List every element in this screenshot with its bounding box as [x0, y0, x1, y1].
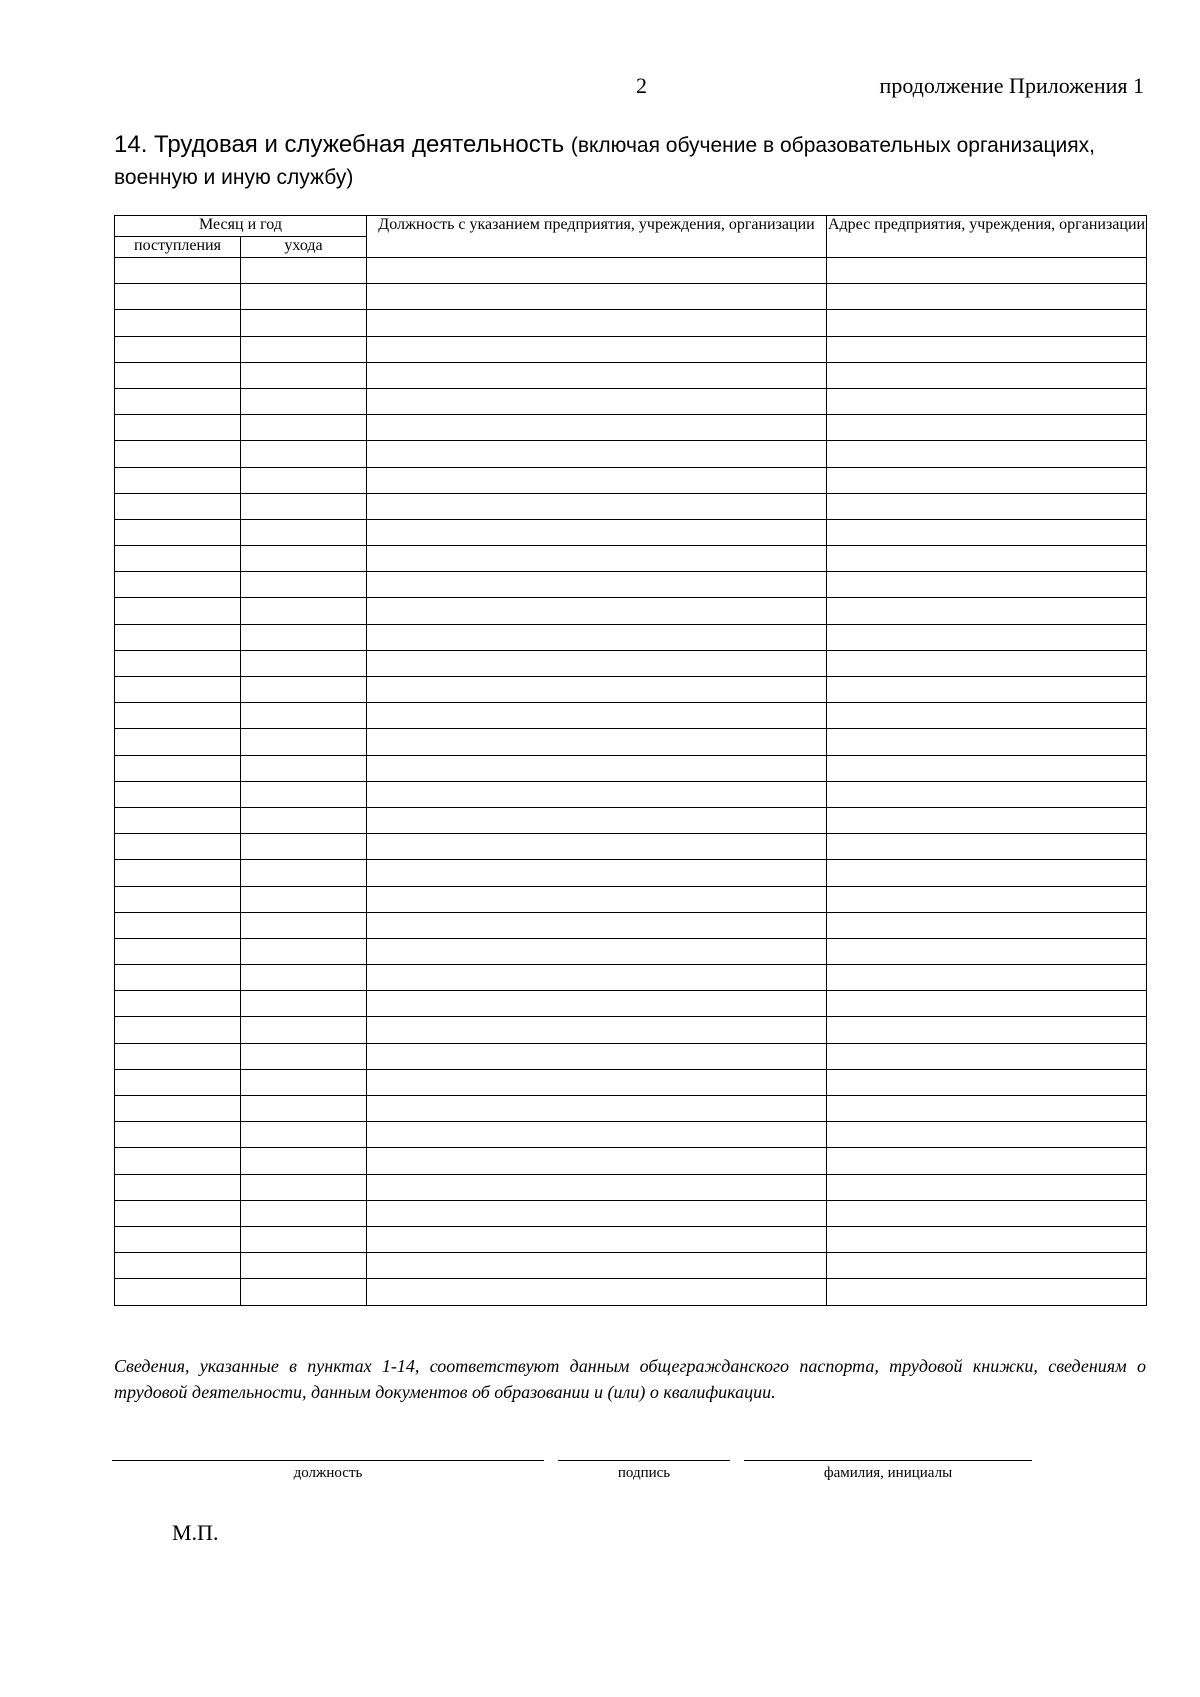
start-cell[interactable]: [115, 703, 241, 729]
address-cell[interactable]: [827, 755, 1147, 781]
start-cell[interactable]: [115, 729, 241, 755]
signature-line[interactable]: [558, 1460, 730, 1461]
table-row: [115, 729, 1147, 755]
page-number: 2: [636, 73, 647, 98]
table-row: [115, 781, 1147, 807]
position-cell[interactable]: [367, 284, 827, 310]
start-cell[interactable]: [115, 441, 241, 467]
table-row: [115, 546, 1147, 572]
position-cell[interactable]: [367, 493, 827, 519]
table-row: [115, 519, 1147, 545]
start-cell[interactable]: [115, 572, 241, 598]
signature-label: подпись: [617, 1465, 671, 1481]
position-cell[interactable]: [367, 415, 827, 441]
start-cell[interactable]: [115, 938, 241, 964]
position-cell[interactable]: [367, 1226, 827, 1252]
position-cell[interactable]: [367, 834, 827, 860]
start-cell[interactable]: [115, 467, 241, 493]
table-row: [115, 415, 1147, 441]
start-cell[interactable]: [115, 388, 241, 414]
position-line[interactable]: [112, 1460, 544, 1461]
end-header: ухода: [241, 237, 367, 258]
start-cell[interactable]: [115, 1253, 241, 1279]
month-year-header: Месяц и год: [115, 216, 367, 237]
start-cell[interactable]: [115, 1017, 241, 1043]
start-cell[interactable]: [115, 598, 241, 624]
certification-note: Сведения, указанные в пунктах 1-14, соответствуют данным общегражданского паспорта, трудовой книжки, сведениям о трудовой деятельности, данным документов об образовании и (или) о квалификации.: [114, 1356, 1146, 1402]
position-cell[interactable]: [367, 1174, 827, 1200]
position-cell[interactable]: [367, 755, 827, 781]
end-cell[interactable]: [241, 310, 367, 336]
end-cell[interactable]: [241, 650, 367, 676]
table-row: [115, 991, 1147, 1017]
table-row: [115, 310, 1147, 336]
position-cell[interactable]: [367, 965, 827, 991]
position-cell[interactable]: [367, 388, 827, 414]
position-cell[interactable]: [367, 703, 827, 729]
end-cell[interactable]: [241, 598, 367, 624]
end-cell[interactable]: [241, 441, 367, 467]
start-cell[interactable]: [115, 886, 241, 912]
start-header: поступления: [115, 237, 241, 258]
address-cell[interactable]: [827, 1043, 1147, 1069]
start-cell[interactable]: [115, 493, 241, 519]
end-cell[interactable]: [241, 1096, 367, 1122]
end-cell[interactable]: [241, 493, 367, 519]
address-cell[interactable]: [827, 729, 1147, 755]
table-row: [115, 624, 1147, 650]
position-cell[interactable]: [367, 729, 827, 755]
start-cell[interactable]: [115, 1043, 241, 1069]
address-cell[interactable]: [827, 965, 1147, 991]
table-row: [115, 1017, 1147, 1043]
start-cell[interactable]: [115, 991, 241, 1017]
end-cell[interactable]: [241, 519, 367, 545]
position-cell[interactable]: [367, 650, 827, 676]
table-row: [115, 1043, 1147, 1069]
address-cell[interactable]: [827, 493, 1147, 519]
address-cell[interactable]: [827, 624, 1147, 650]
start-cell[interactable]: [115, 258, 241, 284]
position-cell[interactable]: [367, 1096, 827, 1122]
start-cell[interactable]: [115, 310, 241, 336]
end-cell[interactable]: [241, 258, 367, 284]
position-cell[interactable]: [367, 938, 827, 964]
address-cell[interactable]: [827, 860, 1147, 886]
position-cell[interactable]: [367, 336, 827, 362]
table-row: [115, 912, 1147, 938]
work-history-table: [114, 215, 1147, 1306]
address-cell[interactable]: [827, 1096, 1147, 1122]
address-cell[interactable]: [827, 1069, 1147, 1095]
start-cell[interactable]: [115, 650, 241, 676]
position-cell[interactable]: [367, 1069, 827, 1095]
start-cell[interactable]: [115, 807, 241, 833]
address-cell[interactable]: [827, 1226, 1147, 1252]
table-row: [115, 965, 1147, 991]
position-cell[interactable]: [367, 1279, 827, 1305]
table-row: [115, 703, 1147, 729]
end-cell[interactable]: [241, 912, 367, 938]
address-cell[interactable]: [827, 1174, 1147, 1200]
end-cell[interactable]: [241, 1253, 367, 1279]
start-cell[interactable]: [115, 624, 241, 650]
start-cell[interactable]: [115, 860, 241, 886]
table-row: [115, 598, 1147, 624]
address-cell[interactable]: [827, 1017, 1147, 1043]
end-cell[interactable]: [241, 729, 367, 755]
address-header: Адрес предприятия, учреждения, организации: [827, 216, 1147, 258]
table-row: [115, 493, 1147, 519]
start-cell[interactable]: [115, 755, 241, 781]
table-row: [115, 650, 1147, 676]
end-cell[interactable]: [241, 1200, 367, 1226]
start-cell[interactable]: [115, 1096, 241, 1122]
table-row: [115, 807, 1147, 833]
table-row: [115, 834, 1147, 860]
end-cell[interactable]: [241, 677, 367, 703]
table-row: [115, 467, 1147, 493]
address-cell[interactable]: [827, 546, 1147, 572]
table-row: [115, 572, 1147, 598]
address-cell[interactable]: [827, 703, 1147, 729]
address-cell[interactable]: [827, 362, 1147, 388]
address-cell[interactable]: [827, 572, 1147, 598]
table-row: [115, 284, 1147, 310]
position-cell[interactable]: [367, 441, 827, 467]
table-row: [115, 886, 1147, 912]
table-row: [115, 1279, 1147, 1305]
address-cell[interactable]: [827, 467, 1147, 493]
table-row: [115, 1200, 1147, 1226]
start-cell[interactable]: [115, 336, 241, 362]
start-cell[interactable]: [115, 965, 241, 991]
start-cell[interactable]: [115, 519, 241, 545]
position-cell[interactable]: [367, 886, 827, 912]
table-row: [115, 1069, 1147, 1095]
address-cell[interactable]: [827, 886, 1147, 912]
end-cell[interactable]: [241, 991, 367, 1017]
end-cell[interactable]: [241, 284, 367, 310]
address-cell[interactable]: [827, 519, 1147, 545]
end-cell[interactable]: [241, 781, 367, 807]
position-cell[interactable]: [367, 912, 827, 938]
address-cell[interactable]: [827, 677, 1147, 703]
position-cell[interactable]: [367, 362, 827, 388]
position-header: Должность с указанием предприятия, учреждения, организации: [367, 216, 827, 258]
address-cell[interactable]: [827, 598, 1147, 624]
table-row: [115, 336, 1147, 362]
section-title: 14. Трудовая и служебная деятельность: [114, 131, 565, 158]
address-cell[interactable]: [827, 807, 1147, 833]
end-cell[interactable]: [241, 362, 367, 388]
position-cell[interactable]: [367, 624, 827, 650]
start-cell[interactable]: [115, 677, 241, 703]
start-cell[interactable]: [115, 834, 241, 860]
start-cell[interactable]: [115, 912, 241, 938]
name-label: фамилия, инициалы: [823, 1465, 953, 1481]
position-cell[interactable]: [367, 860, 827, 886]
position-cell[interactable]: [367, 598, 827, 624]
address-cell[interactable]: [827, 991, 1147, 1017]
table-row: [115, 938, 1147, 964]
end-cell[interactable]: [241, 1122, 367, 1148]
position-cell[interactable]: [367, 1122, 827, 1148]
end-cell[interactable]: [241, 415, 367, 441]
table-body: [115, 258, 1147, 1306]
table-row: [115, 441, 1147, 467]
start-cell[interactable]: [115, 1226, 241, 1252]
end-cell[interactable]: [241, 1069, 367, 1095]
stamp-place: М.П.: [172, 1520, 219, 1545]
end-cell[interactable]: [241, 336, 367, 362]
position-cell[interactable]: [367, 781, 827, 807]
start-cell[interactable]: [115, 1122, 241, 1148]
position-cell[interactable]: [367, 1017, 827, 1043]
name-line[interactable]: [744, 1460, 1032, 1461]
position-cell[interactable]: [367, 677, 827, 703]
start-cell[interactable]: [115, 781, 241, 807]
table-row: [115, 755, 1147, 781]
end-cell[interactable]: [241, 546, 367, 572]
start-cell[interactable]: [115, 1069, 241, 1095]
appendix-note: продолжение Приложения 1: [879, 73, 1144, 98]
address-cell[interactable]: [827, 1200, 1147, 1226]
section-heading: [114, 129, 1154, 193]
address-cell[interactable]: [827, 258, 1147, 284]
address-cell[interactable]: [827, 912, 1147, 938]
address-cell[interactable]: [827, 336, 1147, 362]
position-cell[interactable]: [367, 572, 827, 598]
table-row: [115, 1253, 1147, 1279]
address-cell[interactable]: [827, 1122, 1147, 1148]
position-cell[interactable]: [367, 1200, 827, 1226]
end-cell[interactable]: [241, 388, 367, 414]
table-row: [115, 1122, 1147, 1148]
section-subtitle: (включая обучение в образовательных организациях, военную и иную службу): [114, 134, 1095, 189]
address-cell[interactable]: [827, 1148, 1147, 1174]
end-cell[interactable]: [241, 467, 367, 493]
table-row: [115, 1096, 1147, 1122]
table-row: [115, 388, 1147, 414]
end-cell[interactable]: [241, 703, 367, 729]
address-cell[interactable]: [827, 1279, 1147, 1305]
start-cell[interactable]: [115, 284, 241, 310]
position-cell[interactable]: [367, 310, 827, 336]
address-cell[interactable]: [827, 415, 1147, 441]
table-row: [115, 362, 1147, 388]
address-cell[interactable]: [827, 284, 1147, 310]
end-cell[interactable]: [241, 1174, 367, 1200]
end-cell[interactable]: [241, 1148, 367, 1174]
address-cell[interactable]: [827, 834, 1147, 860]
table-row: [115, 1226, 1147, 1252]
end-cell[interactable]: [241, 1226, 367, 1252]
position-cell[interactable]: [367, 807, 827, 833]
end-cell[interactable]: [241, 624, 367, 650]
address-cell[interactable]: [827, 310, 1147, 336]
start-cell[interactable]: [115, 1148, 241, 1174]
end-cell[interactable]: [241, 1017, 367, 1043]
start-cell[interactable]: [115, 1174, 241, 1200]
address-cell[interactable]: [827, 441, 1147, 467]
table-row: [115, 1174, 1147, 1200]
position-cell[interactable]: [367, 519, 827, 545]
start-cell[interactable]: [115, 1200, 241, 1226]
end-cell[interactable]: [241, 860, 367, 886]
end-cell[interactable]: [241, 965, 367, 991]
address-cell[interactable]: [827, 388, 1147, 414]
position-cell[interactable]: [367, 546, 827, 572]
end-cell[interactable]: [241, 834, 367, 860]
end-cell[interactable]: [241, 755, 367, 781]
table-row: [115, 258, 1147, 284]
position-cell[interactable]: [367, 1253, 827, 1279]
position-cell[interactable]: [367, 258, 827, 284]
position-cell[interactable]: [367, 467, 827, 493]
end-cell[interactable]: [241, 1043, 367, 1069]
address-cell[interactable]: [827, 781, 1147, 807]
end-cell[interactable]: [241, 886, 367, 912]
address-cell[interactable]: [827, 1253, 1147, 1279]
position-label: должность: [293, 1465, 363, 1481]
end-cell[interactable]: [241, 807, 367, 833]
end-cell[interactable]: [241, 938, 367, 964]
table-row: [115, 1148, 1147, 1174]
start-cell[interactable]: [115, 362, 241, 388]
position-cell[interactable]: [367, 1043, 827, 1069]
end-cell[interactable]: [241, 1279, 367, 1305]
start-cell[interactable]: [115, 415, 241, 441]
position-cell[interactable]: [367, 1148, 827, 1174]
start-cell[interactable]: [115, 546, 241, 572]
address-cell[interactable]: [827, 938, 1147, 964]
table-row: [115, 860, 1147, 886]
position-cell[interactable]: [367, 991, 827, 1017]
end-cell[interactable]: [241, 572, 367, 598]
address-cell[interactable]: [827, 650, 1147, 676]
start-cell[interactable]: [115, 1279, 241, 1305]
table-row: [115, 677, 1147, 703]
